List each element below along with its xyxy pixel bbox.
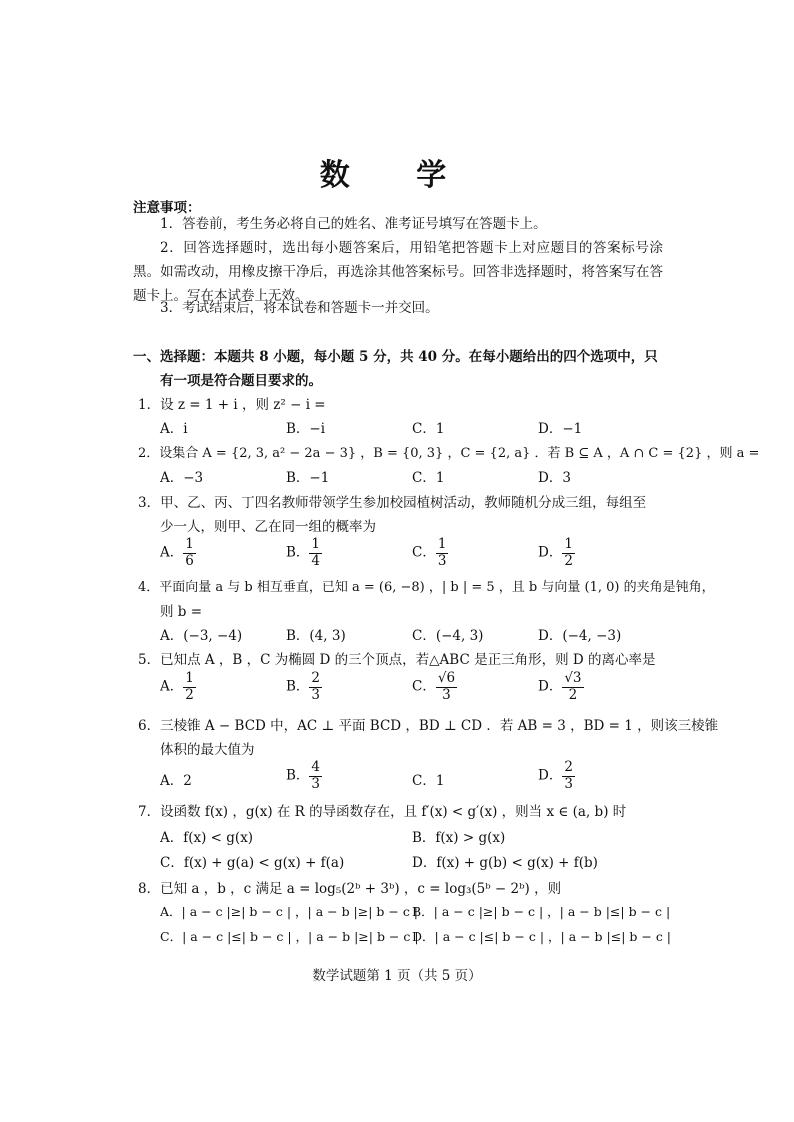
q8-option-d: D．| a − c |≤| b − c | ，| a − b |≤| b − c | xyxy=(412,929,672,944)
q4-option-d: D．(−4, −3) xyxy=(538,628,622,644)
section-heading-line2: 有一项是符合题目要求的。 xyxy=(160,373,322,389)
question-2-stem: 2．设集合 A = {2, 3, a² − 2a − 3} ，B = {0, 3} ，C = {2, a} ．若 B ⊆ A ，A ∩ C = {2} ，则 a = xyxy=(138,446,760,461)
question-6-stem-line1: 6．三棱锥 A − BCD 中，AC ⊥ 平面 BCD ，BD ⊥ CD ．若 AB = 3 ，BD = 1 ，则该三棱锥 xyxy=(138,718,719,734)
q1-option-d: D．−1 xyxy=(538,421,583,437)
q8-option-b: B．| a − c |≥| b − c | ，| a − b |≤| b − c | xyxy=(412,904,671,919)
q2-option-c: C．1 xyxy=(412,470,445,486)
q6-option-d: D． $\frac{2}{3}$ xyxy=(538,759,573,792)
q1-option-a: A．i xyxy=(160,421,188,437)
q3-option-d: D． $\frac{1}{2}$ xyxy=(538,536,573,569)
question-3-stem-line1: 3．甲、乙、丙、丁四名教师带领学生参加校园植树活动，教师随机分成三组，每组至 xyxy=(138,495,647,511)
question-4-stem-line2: 则 b = xyxy=(160,604,203,620)
q8-option-a: A．| a − c |≥| b − c | ，| a − b |≥| b − c | xyxy=(160,904,419,919)
question-4-stem-line1: 4．平面向量 a 与 b 相互垂直，已知 a = (6, −8) ，| b | = 5 ，且 b 与向量 (1, 0) 的夹角是钝角， xyxy=(138,580,715,595)
q6-option-c: C．1 xyxy=(412,773,445,789)
q7-option-d: D．f(x) + g(b) < g(x) + f(b) xyxy=(412,855,598,871)
q1-option-c: C．1 xyxy=(412,421,445,437)
q3-option-b: B． $\frac{1}{4}$ xyxy=(286,536,321,569)
page-footer: 数学试题第 1 页（共 5 页） xyxy=(312,968,482,984)
notice-heading: 注意事项： xyxy=(133,200,201,216)
notice-item-3: 3．考试结束后，将本试卷和答题卡一并交回。 xyxy=(160,300,439,316)
q2-option-b: B．−1 xyxy=(286,470,330,486)
question-3-stem-line2: 少一人，则甲、乙在同一组的概率为 xyxy=(160,519,376,535)
q7-option-a: A．f(x) < g(x) xyxy=(160,830,254,846)
notice-item-2: 2．回答选择题时，选出每小题答案后，用铅笔把答题卡上对应题目的答案标号涂黑。如需改动，用橡皮擦干净后，再选涂其他答案标号。回答非选择题时，将答案写在答题卡上。写在本试卷上无效。 xyxy=(133,240,663,304)
q3-option-c: C． $\frac{1}{3}$ xyxy=(412,536,447,569)
q4-option-c: C．(−4, 3) xyxy=(412,628,484,644)
question-5-stem: 5．已知点 A ，B ，C 为椭圆 D 的三个顶点，若△ABC 是正三角形，则 D 的离心率是 xyxy=(138,652,656,668)
notice-item-1: 1．答卷前，考生务必将自己的姓名、准考证号填写在答题卡上。 xyxy=(160,216,547,232)
q4-option-a: A．(−3, −4) xyxy=(160,628,243,644)
q7-option-c: C．f(x) + g(a) < g(x) + f(a) xyxy=(160,855,345,871)
q3-option-a: A． $\frac{1}{6}$ xyxy=(160,536,194,569)
question-7-stem: 7．设函数 f(x) ，g(x) 在 R 的导函数存在，且 f′(x) < g′(x) ，则当 x ∈ (a, b) 时 xyxy=(138,804,627,820)
q5-option-b: B． $\frac{2}{3}$ xyxy=(286,670,321,703)
q2-option-d: D．3 xyxy=(538,470,571,486)
q6-option-a: A．2 xyxy=(160,773,192,789)
q5-option-d: D． $\frac{√3}{2}$ xyxy=(538,670,582,703)
q6-option-b: B． $\frac{4}{3}$ xyxy=(286,759,321,792)
q2-option-a: A．−3 xyxy=(160,470,204,486)
question-6-stem-line2: 体积的最大值为 xyxy=(160,742,255,758)
q5-option-c: C． $\frac{√6}{3}$ xyxy=(412,670,456,703)
q1-option-b: B．−i xyxy=(286,421,326,437)
q7-option-b: B．f(x) > g(x) xyxy=(412,830,506,846)
question-1-stem: 1．设 z = 1 + i ，则 z² − i = xyxy=(138,397,326,413)
q4-option-b: B．(4, 3) xyxy=(286,628,346,644)
page-title: 数 学 xyxy=(319,158,475,193)
question-8-stem: 8．已知 a ，b ，c 满足 a = log₅(2ᵇ + 3ᵇ) ，c = log₃(5ᵇ − 2ᵇ) ，则 xyxy=(138,881,562,897)
q5-option-a: A． $\frac{1}{2}$ xyxy=(160,670,194,703)
q8-option-c: C．| a − c |≤| b − c | ，| a − b |≥| b − c | xyxy=(160,929,419,944)
section-heading-line1: 一、选择题：本题共 8 小题，每小题 5 分，共 40 分。在每小题给出的四个选项中，只 xyxy=(133,349,658,365)
